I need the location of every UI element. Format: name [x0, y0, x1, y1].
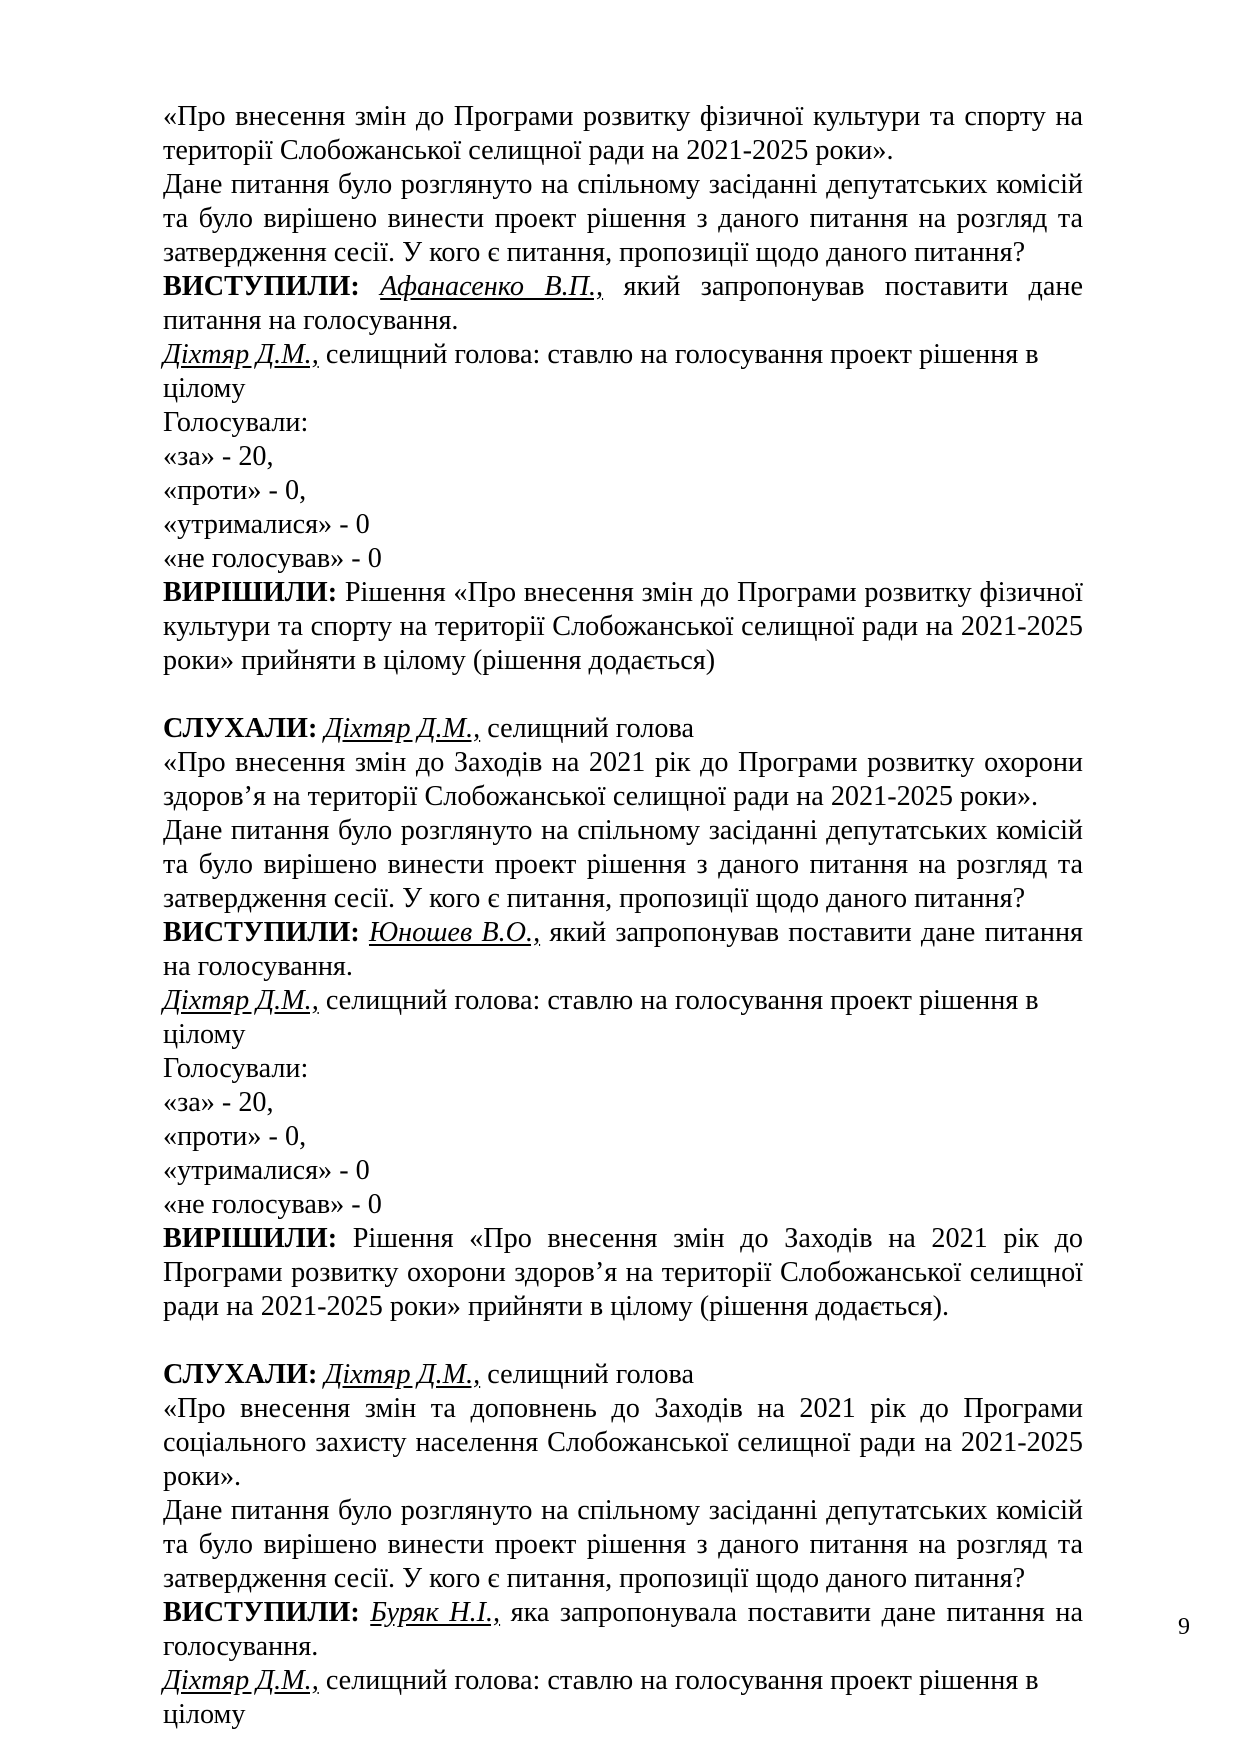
- chair-name: Діхтяр Д.М.,: [324, 1359, 481, 1390]
- document-page: [163, 100, 1083, 1732]
- item1-spoke: [163, 270, 1083, 338]
- item3-heard: [163, 1358, 1083, 1392]
- decided-label: ВИРІШИЛИ:: [163, 1223, 338, 1254]
- speaker-text: яка запропонувала поставити дане питання на голосування.: [163, 1597, 1083, 1662]
- speaker-name: Буряк Н.І.,: [370, 1597, 501, 1628]
- heard-label: СЛУХАЛИ:: [163, 713, 318, 744]
- spoke-label: ВИСТУПИЛИ:: [163, 917, 360, 948]
- chair-name: Діхтяр Д.М.,: [163, 985, 319, 1016]
- item3-vote-call: [163, 1664, 1083, 1732]
- spoke-label: ВИСТУПИЛИ:: [163, 1597, 360, 1628]
- vote-not-voted: «не голосував» - 0: [163, 543, 382, 574]
- speaker-name: Афанасенко В.П.,: [380, 271, 604, 302]
- chair-role: селищний голова: [487, 713, 694, 744]
- vote-for: «за» - 20,: [163, 1087, 274, 1118]
- item3-title: «Про внесення змін та доповнень до Заходів на 2021 рік до Програми соціального захисту населення Слобожанської селищної ради на 2021-2025 роки».: [163, 1393, 1083, 1492]
- item2-vote-call: [163, 984, 1083, 1052]
- item1-vote-call: [163, 338, 1083, 406]
- vote-abstained: «утрималися» - 0: [163, 509, 370, 540]
- vote-call-text: селищний голова: ставлю на голосування проект рішення в цілому: [163, 1665, 1039, 1730]
- item1-review: Дане питання було розглянуто на спільному засіданні депутатських комісій та було вирішено винести проект рішення з даного питання на розгляд та затвердження сесії. У кого є питання, пропозиції щодо даного питання?: [163, 169, 1083, 268]
- item3-review: Дане питання було розглянуто на спільному засіданні депутатських комісій та було вирішено винести проект рішення з даного питання на розгляд та затвердження сесії. У кого є питання, пропозиції щодо даного питання?: [163, 1495, 1083, 1594]
- vote-call-text: селищний голова: ставлю на голосування проект рішення в цілому: [163, 339, 1039, 404]
- page-number: 9: [1178, 1614, 1190, 1640]
- vote-for: «за» - 20,: [163, 441, 274, 472]
- spoke-label: ВИСТУПИЛИ:: [163, 271, 360, 302]
- item3-spoke: [163, 1596, 1083, 1664]
- decision-text: Рішення «Про внесення змін до Програми розвитку фізичної культури та спорту на території Слобожанської селищної ради на 2021-2025 роки» прийняти в цілому (рішення додається): [163, 577, 1083, 676]
- item2-title: «Про внесення змін до Заходів на 2021 рік до Програми розвитку охорони здоров’я на території Слобожанської селищної ради на 2021-2025 роки».: [163, 747, 1083, 812]
- chair-name: Діхтяр Д.М.,: [324, 713, 481, 744]
- heard-label: СЛУХАЛИ:: [163, 1359, 318, 1390]
- speaker-name: Юношев В.О.,: [368, 917, 541, 948]
- voted-label: Голосували:: [163, 1053, 309, 1084]
- chair-name: Діхтяр Д.М.,: [163, 1665, 319, 1696]
- item1-decided: [163, 576, 1083, 678]
- vote-not-voted: «не голосував» - 0: [163, 1189, 382, 1220]
- decided-label: ВИРІШИЛИ:: [163, 577, 338, 608]
- item2-decided: [163, 1222, 1083, 1324]
- vote-call-text: селищний голова: ставлю на голосування проект рішення в цілому: [163, 985, 1039, 1050]
- vote-against: «проти» - 0,: [163, 1121, 307, 1152]
- vote-against: «проти» - 0,: [163, 475, 307, 506]
- decision-text: Рішення «Про внесення змін до Заходів на 2021 рік до Програми розвитку охорони здоров’я на території Слобожанської селищної ради на 2021-2025 роки» прийняти в цілому (рішення додається).: [163, 1223, 1084, 1322]
- item2-heard: [163, 712, 1083, 746]
- chair-role: селищний голова: [487, 1359, 694, 1390]
- item2-spoke: [163, 916, 1083, 984]
- voted-label: Голосували:: [163, 407, 309, 438]
- speaker-text: який запропонував поставити дане питання на голосування.: [163, 271, 1084, 336]
- vote-abstained: «утрималися» - 0: [163, 1155, 370, 1186]
- chair-name: Діхтяр Д.М.,: [163, 339, 319, 370]
- speaker-text: який запропонував поставити дане питання на голосування.: [163, 917, 1084, 982]
- item1-title: «Про внесення змін до Програми розвитку фізичної культури та спорту на території Слобожанської селищної ради на 2021-2025 роки».: [163, 101, 1083, 166]
- item2-review: Дане питання було розглянуто на спільному засіданні депутатських комісій та було вирішено винести проект рішення з даного питання на розгляд та затвердження сесії. У кого є питання, пропозиції щодо даного питання?: [163, 815, 1083, 914]
